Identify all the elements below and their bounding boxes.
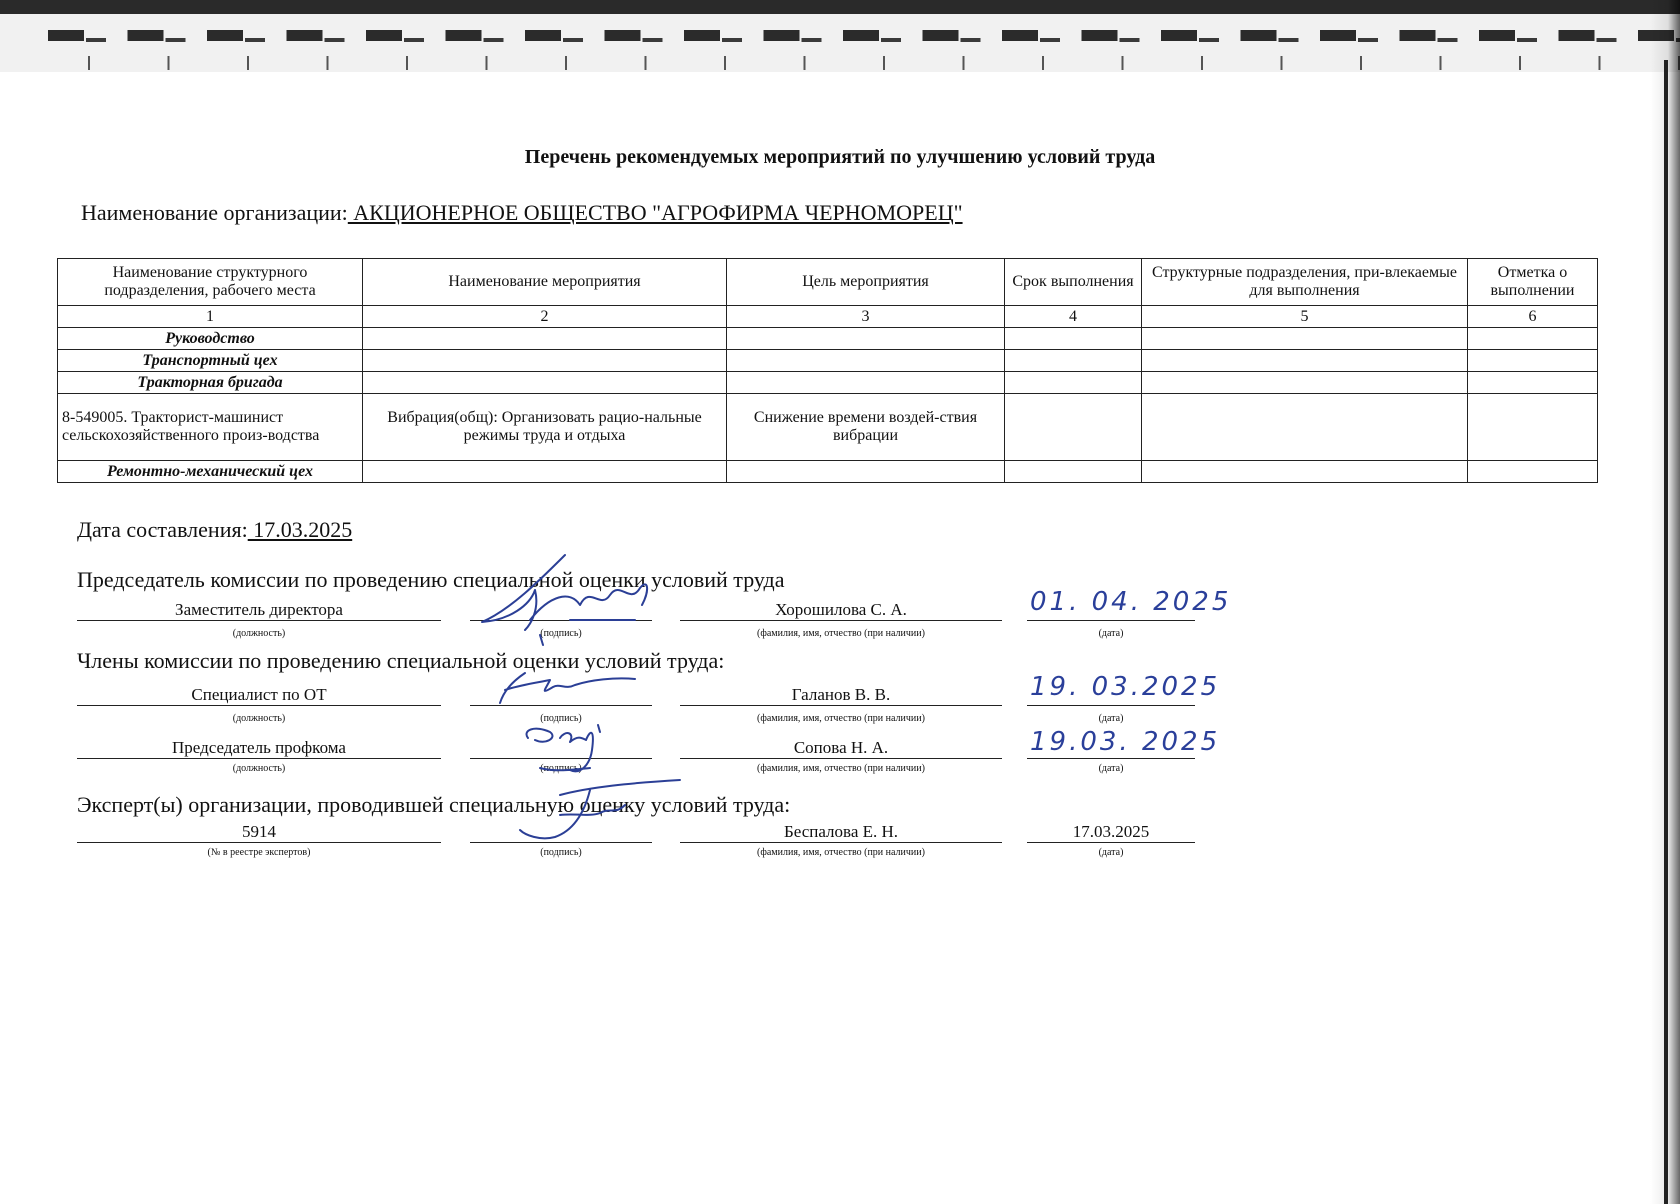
binding-link [1438, 38, 1458, 42]
binding-link [166, 38, 186, 42]
fio-caption: (фамилия, имя, отчество (при наличии) [757, 628, 925, 639]
member-position: Специалист по ОТ [77, 685, 441, 706]
member-date: 19.03. 2025 [1030, 727, 1221, 757]
position-caption: (должность) [232, 713, 286, 724]
table-number-row [58, 306, 1598, 328]
binding-tick [565, 56, 567, 70]
section-name: Тракторная бригада [58, 372, 363, 394]
fio-caption: (фамилия, имя, отчество (при наличии) [757, 763, 925, 774]
date-caption: (дата) [1098, 628, 1124, 639]
organization-label: Наименование организации: [81, 200, 348, 225]
binding-ring [764, 30, 800, 41]
binding-tick [406, 56, 408, 70]
binding-tick [1519, 56, 1521, 70]
binding-tick [1042, 56, 1044, 70]
organization-line [81, 200, 963, 226]
binding-tick [168, 56, 170, 70]
binding-tick [963, 56, 965, 70]
table-row [58, 328, 1598, 350]
binding-ring [923, 30, 959, 41]
members-heading: Члены комиссии по проведению специальной оценки условий труда: [77, 648, 725, 673]
binding-link [802, 38, 822, 42]
chairman-name: Хорошилова С. А. [680, 600, 1002, 621]
fio-caption: (фамилия, имя, отчество (при наличии) [757, 847, 925, 858]
table-header-row [58, 259, 1598, 306]
binding-link [563, 38, 583, 42]
binding-tick [486, 56, 488, 70]
binding-link [1279, 38, 1299, 42]
binding-ring [128, 30, 164, 41]
binding-ring [1320, 30, 1356, 41]
binding-ring [1241, 30, 1277, 41]
member-date: 19. 03.2025 [1030, 672, 1221, 702]
signature-caption: (подпись) [540, 713, 582, 724]
section-name: Руководство [58, 328, 363, 350]
binding-ring [1479, 30, 1515, 41]
goal-cell: Снижение времени воздей-ствия вибрации [727, 394, 1005, 461]
expert-name: Беспалова Е. Н. [680, 822, 1002, 843]
binding-tick [247, 56, 249, 70]
binding-link [643, 38, 663, 42]
binding-ring [366, 30, 402, 41]
column-number: 3 [727, 306, 1005, 328]
table-row [58, 394, 1598, 461]
binding-tick [88, 56, 90, 70]
compilation-date-label: Дата составления: [77, 517, 248, 542]
header-departments: Структурные подразделения, при-влекаемые для выполнения [1142, 259, 1468, 306]
binding-ring [446, 30, 482, 41]
member-name: Сопова Н. А. [680, 738, 1002, 759]
table-row [58, 372, 1598, 394]
binding-link [1517, 38, 1537, 42]
binding-link [1040, 38, 1060, 42]
binding-link [961, 38, 981, 42]
measure-cell: Вибрация(общ): Организовать рацио-нальные режимы труда и отдыха [363, 394, 727, 461]
binding-ring [605, 30, 641, 41]
binding-tick [645, 56, 647, 70]
binding-link [404, 38, 424, 42]
date-caption: (дата) [1098, 847, 1124, 858]
binding-link [1597, 38, 1617, 42]
binding-link [1120, 38, 1140, 42]
binding-link [1358, 38, 1378, 42]
binding-tick [1122, 56, 1124, 70]
fio-caption: (фамилия, имя, отчество (при наличии) [757, 713, 925, 724]
binding-tick [1440, 56, 1442, 70]
signature-caption: (подпись) [540, 628, 582, 639]
chairman-date: 01. 04. 2025 [1030, 587, 1232, 617]
binding-ring [1082, 30, 1118, 41]
chairman-heading: Председатель комиссии по проведению специальной оценки условий труда [77, 567, 785, 592]
binding-tick [1599, 56, 1601, 70]
signature-caption: (подпись) [540, 763, 582, 774]
measures-table [57, 258, 1598, 483]
binding-strip [0, 0, 1680, 100]
header-goal: Цель мероприятия [727, 259, 1005, 306]
binding-link [722, 38, 742, 42]
compilation-date-line [77, 517, 352, 543]
binding-tick [1201, 56, 1203, 70]
binding-tick [1281, 56, 1283, 70]
expert-signature [500, 775, 690, 850]
chairman-position: Заместитель директора [77, 600, 441, 621]
binding-link [325, 38, 345, 42]
binding-link [484, 38, 504, 42]
date-caption: (дата) [1098, 713, 1124, 724]
table-row [58, 461, 1598, 483]
binding-tick [327, 56, 329, 70]
section-name: Ремонтно-механический цех [58, 461, 363, 483]
date-caption: (дата) [1098, 763, 1124, 774]
page-edge-line [1664, 60, 1668, 1204]
binding-ring [207, 30, 243, 41]
binding-ring [48, 30, 84, 41]
binding-ring [1161, 30, 1197, 41]
organization-value: АКЦИОНЕРНОЕ ОБЩЕСТВО "АГРОФИРМА ЧЕРНОМОРЕЦ" [347, 200, 963, 225]
member-signature [495, 665, 645, 710]
registry-caption: (№ в реестре экспертов) [207, 847, 311, 858]
column-number: 6 [1468, 306, 1598, 328]
signature-caption: (подпись) [540, 847, 582, 858]
expert-date: 17.03.2025 [1027, 822, 1195, 843]
binding-link [245, 38, 265, 42]
compilation-date-value: 17.03.2025 [247, 517, 353, 542]
table-row [58, 350, 1598, 372]
document-title: Перечень рекомендуемых мероприятий по улучшению условий труда [524, 146, 1156, 168]
position-caption: (должность) [232, 763, 286, 774]
workplace-cell: 8-549005. Тракторист-машинист сельскохозяйственного произ-водства [58, 394, 363, 461]
column-number: 5 [1142, 306, 1468, 328]
section-name: Транспортный цех [58, 350, 363, 372]
binding-ring [1559, 30, 1595, 41]
binding-link [881, 38, 901, 42]
binding-tick [1360, 56, 1362, 70]
column-number: 1 [58, 306, 363, 328]
binding-ring [1400, 30, 1436, 41]
expert-heading: Эксперт(ы) организации, проводившей специальную оценку условий труда: [77, 792, 791, 817]
header-measure: Наименование мероприятия [363, 259, 727, 306]
header-workplace: Наименование структурного подразделения, рабочего места [58, 259, 363, 306]
chairman-signature [470, 550, 660, 645]
member-position: Председатель профкома [77, 738, 441, 759]
binding-link [86, 38, 106, 42]
column-number: 2 [363, 306, 727, 328]
header-deadline: Срок выполнения [1005, 259, 1142, 306]
header-completion-mark: Отметка о выполнении [1468, 259, 1598, 306]
binding-tick [883, 56, 885, 70]
binding-ring [287, 30, 323, 41]
binding-ring [525, 30, 561, 41]
binding-ring [684, 30, 720, 41]
column-number: 4 [1005, 306, 1142, 328]
member-signature [520, 720, 630, 780]
binding-ring [1002, 30, 1038, 41]
binding-tick [724, 56, 726, 70]
expert-registry-number: 5914 [77, 822, 441, 843]
binding-tick [804, 56, 806, 70]
binding-link [1199, 38, 1219, 42]
member-name: Галанов В. В. [680, 685, 1002, 706]
binding-ring [843, 30, 879, 41]
position-caption: (должность) [232, 628, 286, 639]
